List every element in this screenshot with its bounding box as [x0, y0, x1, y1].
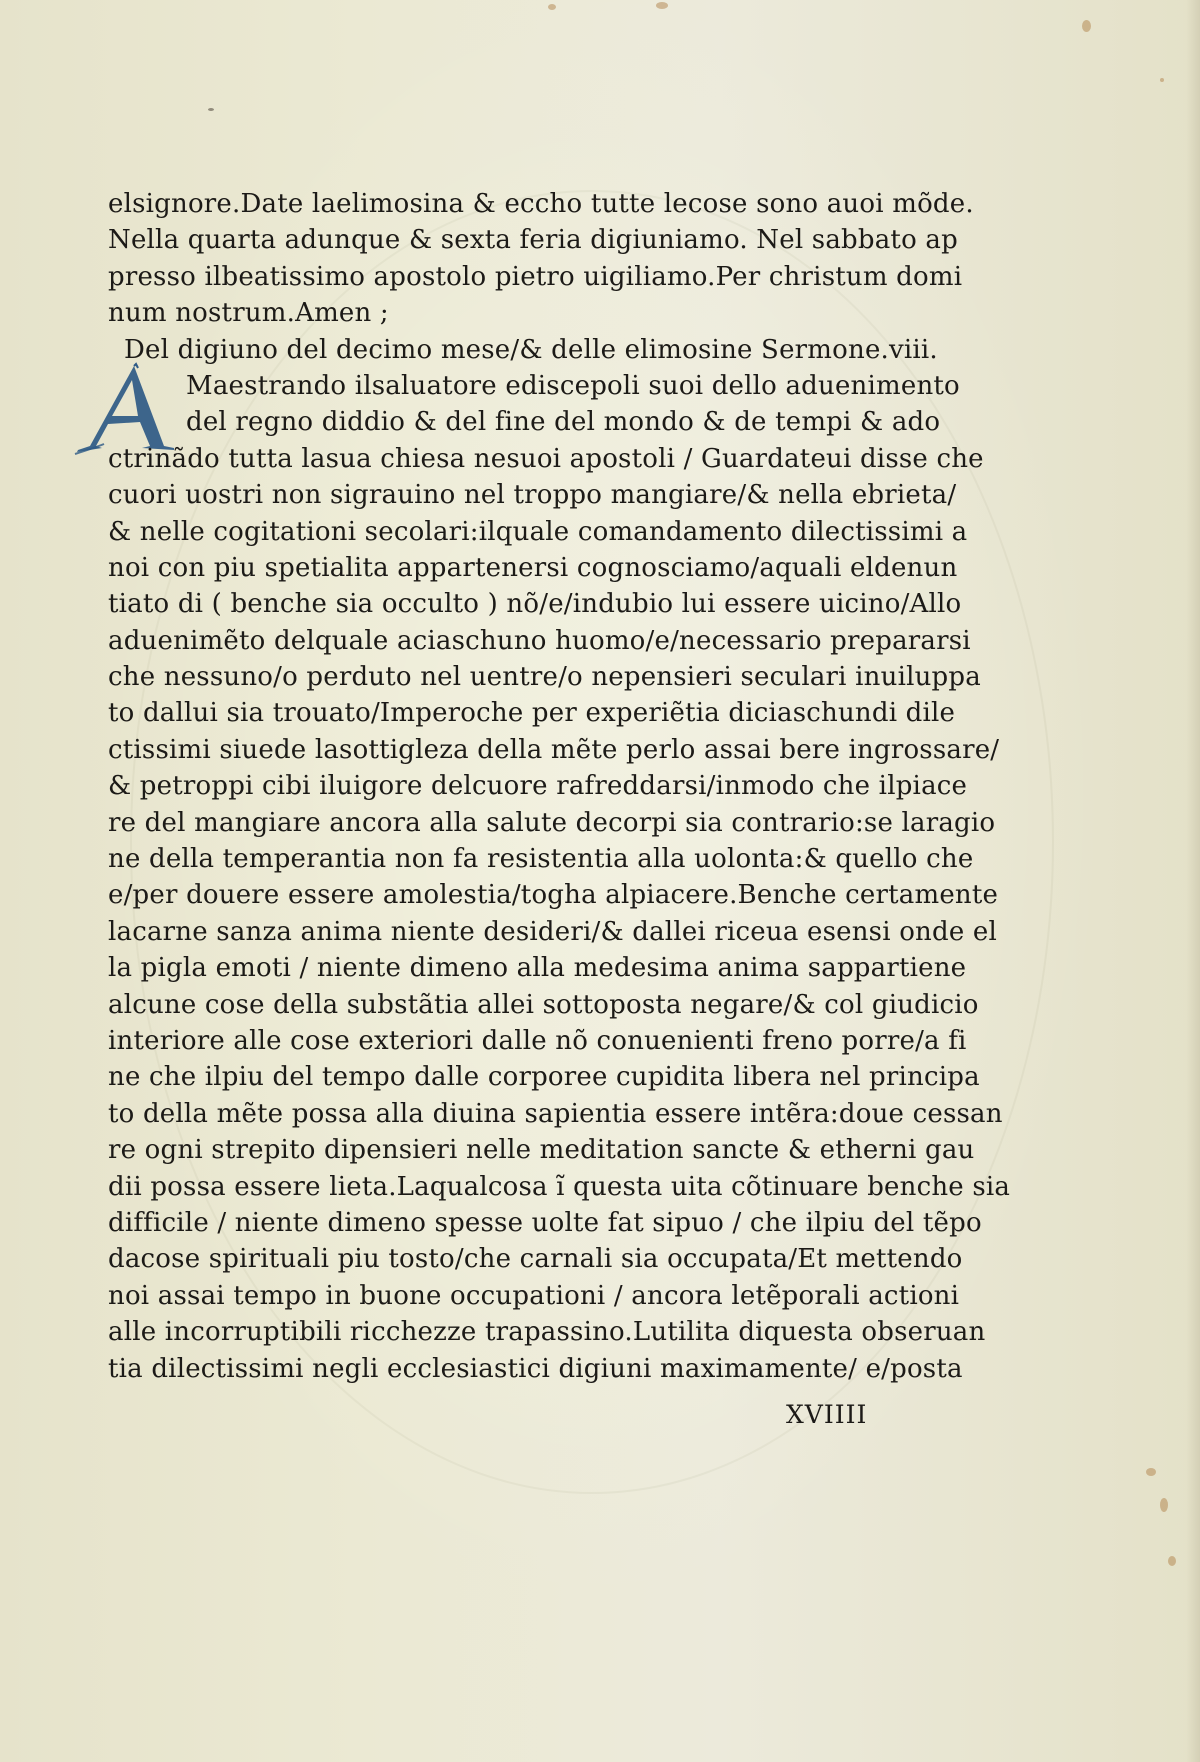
sermon-heading: Del digiuno del decimo mese/& delle elimosine Sermone.viii.: [124, 334, 938, 365]
stain-top-right: [1082, 20, 1091, 32]
text-line-20: e/per douere essere amolestia/togha alpiacere.Benche certamente: [108, 880, 999, 911]
text-line-9: cuori uostri non sigrauino nel troppo mangiare/& nella ebrieta/: [108, 480, 957, 511]
stain-top-left: [548, 4, 556, 10]
text-line-12: tiato di ( benche sia occulto ) nõ/e/indubio lui essere uicino/Allo: [108, 589, 962, 620]
text-line-14: che nessuno/o perduto nel uentre/o nepensieri seculari inuiluppa: [108, 662, 981, 693]
text-line-2: Nella quarta adunque & sexta feria digiuniamo. Nel sabbato ap: [108, 225, 958, 256]
text-line-13: aduenimẽto delquale aciaschuno huomo/e/necessario prepararsi: [108, 625, 971, 656]
text-line-25: ne che ilpiu del tempo dalle corporee cupidita libera nel principa: [108, 1062, 980, 1093]
text-line-30: dacose spirituali piu tosto/che carnali sia occupata/Et mettendo: [108, 1244, 963, 1275]
text-line-24: interiore alle cose exteriori dalle nõ conuenienti freno porre/a fi: [108, 1025, 967, 1056]
text-line-28: dii possa essere lieta.Laqualcosa ĩ questa uita cõtinuare benche sia: [108, 1171, 1011, 1202]
stain-right-1: [1146, 1468, 1156, 1476]
text-line-23: alcune cose della substãtia allei sottoposta negare/& col giudicio: [108, 989, 979, 1020]
text-line-8: ctrinãdo tutta lasua chiesa nesuoi apostoli / Guardateui disse che: [108, 443, 984, 474]
text-line-17: & petroppi cibi iluigore delcuore rafreddarsi/inmodo che ilpiace: [108, 771, 968, 802]
stain-top-far: [1160, 78, 1164, 82]
stain-left-dot: [208, 108, 214, 111]
text-line-10: & nelle cogitationi secolari:ilquale comandamento dilectissimi a: [108, 516, 968, 547]
text-line-31: noi assai tempo in buone occupationi / ancora letẽporali actioni: [108, 1280, 960, 1311]
text-line-29: difficile / niente dimeno spesse uolte fat sipuo / che ilpiu del tẽpo: [108, 1207, 982, 1238]
text-line-15: to dallui sia trouato/Imperoche per experiẽtia diciaschundi dile: [108, 698, 956, 729]
text-line-19: ne della temperantia non fa resistentia alla uolonta:& quello che: [108, 844, 974, 875]
text-line-11: noi con piu spetialita appartenersi cognosciamo/aquali eldenun: [108, 552, 958, 583]
text-line-3: presso ilbeatissimo apostolo pietro uigiliamo.Per christum domi: [108, 261, 963, 292]
text-line-32: alle incorruptibili ricchezze trapassino.Lutilita diquesta obseruan: [108, 1317, 986, 1348]
text-line-6: Maestrando ilsaluatore ediscepoli suoi dello aduenimento: [186, 370, 960, 401]
text-line-33: tia dilectissimi negli ecclesiastici digiuni maximamente/ e/posta: [108, 1353, 963, 1384]
stain-right-2: [1160, 1498, 1168, 1512]
text-line-26: to della mẽte possa alla diuina sapientia essere intẽra:doue cessan: [108, 1098, 1003, 1129]
text-line-4: num nostrum.Amen ;: [108, 298, 389, 329]
body-text: [108, 186, 1011, 1387]
stain-right-3: [1168, 1556, 1176, 1566]
text-line-16: ctissimi siuede lasottigleza della mẽte perlo assai bere ingrossare/: [108, 734, 1000, 765]
text-line-18: re del mangiare ancora alla salute decorpi sia contrario:se laragio: [108, 807, 996, 838]
text-line-1: elsignore.Date laelimosina & eccho tutte lecose sono auoi mõde.: [108, 189, 974, 219]
page-edge-shadow: [1186, 0, 1200, 1762]
stain-top-center: [656, 2, 668, 9]
text-line-27: re ogni strepito dipensieri nelle meditation sancte & etherni gau: [108, 1135, 975, 1166]
text-line-7: del regno diddio & del fine del mondo & de tempi & ado: [186, 407, 941, 438]
text-line-22: la pigla emoti / niente dimeno alla medesima anima sappartiene: [108, 953, 967, 984]
text-line-21: lacarne sanza anima niente desideri/& dallei riceua esensi onde el: [108, 916, 997, 947]
folio-number: XVIIII: [786, 1400, 868, 1429]
